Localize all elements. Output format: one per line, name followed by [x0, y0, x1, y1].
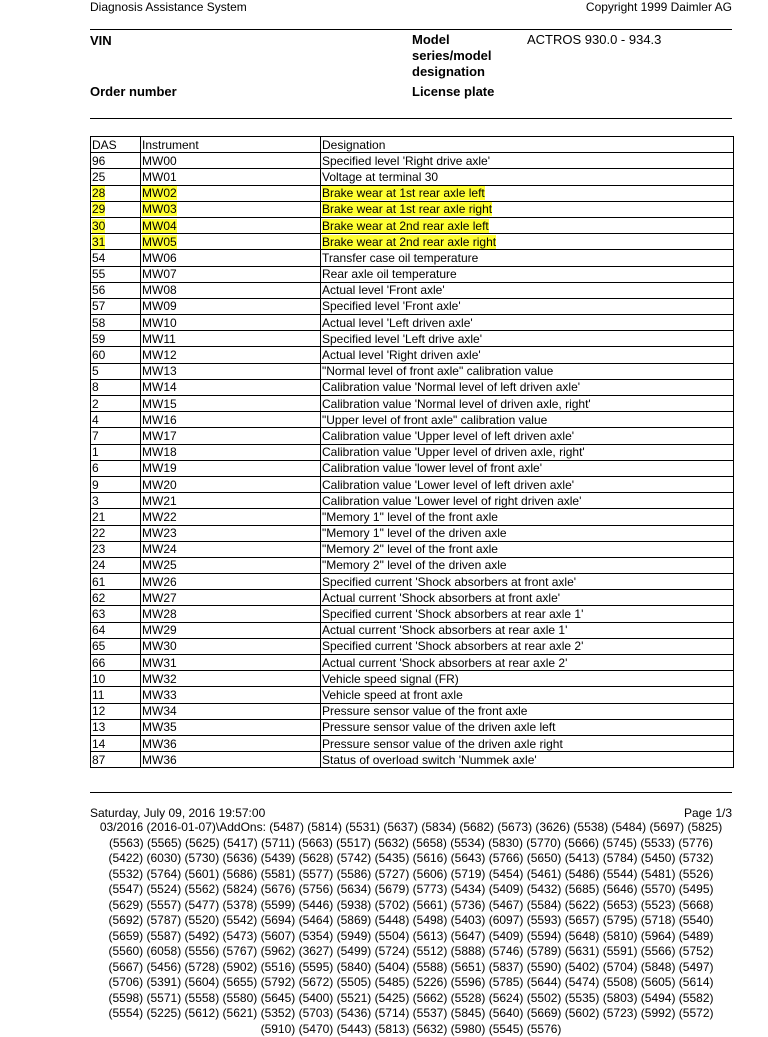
- instrument-cell: [141, 574, 321, 590]
- das-cell-text: 56: [92, 283, 106, 298]
- das-cell-text: 22: [92, 526, 106, 541]
- instrument-cell: [141, 687, 321, 703]
- das-cell-text: 87: [92, 752, 106, 767]
- das-cell-text: 96: [92, 153, 106, 168]
- designation-cell: [321, 185, 734, 201]
- instrument-cell-text: MW00: [142, 153, 177, 168]
- das-cell: [91, 574, 141, 590]
- das-cell-text: 2: [92, 396, 99, 411]
- designation-cell-text: Calibration value 'Lower level of left driven axle': [322, 477, 575, 492]
- instrument-cell-text: MW17: [142, 428, 177, 443]
- designation-cell: [321, 671, 734, 687]
- designation-cell: [321, 169, 734, 185]
- designation-cell: [321, 509, 734, 525]
- table-row: [91, 234, 734, 250]
- table-row: [91, 735, 734, 751]
- das-cell-text: 66: [92, 655, 106, 670]
- das-cell-text: 63: [92, 607, 106, 622]
- instrument-cell-text: MW13: [142, 364, 177, 379]
- das-cell: [91, 298, 141, 314]
- designation-cell-text: Calibration value 'Upper level of driven axle, right': [322, 445, 585, 460]
- header-divider: [90, 29, 732, 30]
- designation-cell-text: Status of overload switch 'Nummek axle': [322, 752, 537, 767]
- instrument-cell: [141, 719, 321, 735]
- table-row: [91, 476, 734, 492]
- instrument-cell: [141, 557, 321, 573]
- info-divider: [90, 118, 732, 119]
- designation-cell-text: Calibration value 'Normal level of left driven axle': [322, 380, 581, 395]
- das-cell-text: 55: [92, 267, 106, 282]
- das-cell: [91, 363, 141, 379]
- designation-cell-text: Rear axle oil temperature: [322, 267, 457, 282]
- designation-cell-text: Brake wear at 2nd rear axle left: [322, 218, 489, 233]
- instrument-cell: [141, 412, 321, 428]
- das-cell-text: 54: [92, 250, 106, 265]
- das-cell-text: 65: [92, 639, 106, 654]
- designation-cell-text: Calibration value 'Normal level of driven axle, right': [322, 396, 591, 411]
- das-cell: [91, 671, 141, 687]
- designation-cell: [321, 266, 734, 282]
- instrument-cell-text: MW09: [142, 299, 177, 314]
- table-row: [91, 169, 734, 185]
- table-row: [91, 331, 734, 347]
- das-cell: [91, 250, 141, 266]
- footer-divider: [90, 792, 732, 793]
- designation-cell: [321, 493, 734, 509]
- instrument-cell: [141, 315, 321, 331]
- designation-cell-text: Pressure sensor value of the driven axle right: [322, 736, 563, 751]
- designation-cell-text: Pressure sensor value of the driven axle left: [322, 720, 556, 735]
- das-cell: [91, 525, 141, 541]
- designation-cell: [321, 638, 734, 654]
- license-plate-label: License plate: [412, 84, 495, 99]
- table-row: [91, 298, 734, 314]
- das-cell-text: 25: [92, 169, 106, 184]
- das-cell: [91, 655, 141, 671]
- das-cell: [91, 444, 141, 460]
- designation-cell-text: "Memory 1" level of the front axle: [322, 509, 498, 524]
- table-row: [91, 201, 734, 217]
- table-row: [91, 606, 734, 622]
- instrument-cell: [141, 671, 321, 687]
- instrument-cell: [141, 606, 321, 622]
- designation-cell-text: Actual current 'Shock absorbers at rear axle 1': [322, 623, 568, 638]
- model-value: ACTROS 930.0 - 934.3: [527, 32, 662, 47]
- instrument-cell: [141, 622, 321, 638]
- instrument-cell: [141, 201, 321, 217]
- das-cell: [91, 687, 141, 703]
- designation-cell: [321, 703, 734, 719]
- instrument-cell-text: MW16: [142, 412, 177, 427]
- das-cell: [91, 509, 141, 525]
- instrument-cell: [141, 638, 321, 654]
- instrument-cell: [141, 266, 321, 282]
- das-cell-text: 57: [92, 299, 106, 314]
- designation-cell-text: Vehicle speed signal (FR): [322, 671, 459, 686]
- instrument-cell: [141, 282, 321, 298]
- table-row: [91, 655, 734, 671]
- instrument-cell-text: MW36: [142, 752, 177, 767]
- instrument-cell: [141, 444, 321, 460]
- table-row: [91, 590, 734, 606]
- instrument-cell-text: MW11: [142, 331, 176, 346]
- das-cell: [91, 719, 141, 735]
- instrument-cell: [141, 735, 321, 751]
- designation-cell: [321, 622, 734, 638]
- instrument-cell-text: MW08: [142, 283, 177, 298]
- designation-cell-text: Specified level 'Right drive axle': [322, 153, 490, 168]
- designation-cell-text: Calibration value 'lower level of front axle': [322, 461, 543, 476]
- table-row: [91, 266, 734, 282]
- col-header-instrument: Instrument: [141, 137, 321, 153]
- table-row: [91, 217, 734, 233]
- designation-cell-text: Specified current 'Shock absorbers at front axle': [322, 574, 577, 589]
- designation-cell-text: Actual current 'Shock absorbers at front axle': [322, 590, 561, 605]
- designation-cell-text: Brake wear at 1st rear axle left: [322, 186, 485, 201]
- instrument-cell-text: MW36: [142, 736, 177, 751]
- instrument-cell-text: MW20: [142, 477, 177, 492]
- copyright: Copyright 1999 Daimler AG: [585, 0, 732, 14]
- instrument-cell-text: MW34: [142, 704, 177, 719]
- instrument-cell: [141, 703, 321, 719]
- instrument-cell-text: MW21: [142, 493, 177, 508]
- table-row: [91, 315, 734, 331]
- designation-cell: [321, 460, 734, 476]
- instrument-cell-text: MW24: [142, 542, 177, 557]
- das-cell-text: 23: [92, 542, 106, 557]
- table-row: [91, 282, 734, 298]
- instrument-cell: [141, 541, 321, 557]
- designation-cell: [321, 590, 734, 606]
- das-cell: [91, 622, 141, 638]
- das-cell-text: 59: [92, 331, 106, 346]
- designation-cell-text: Actual level 'Front axle': [322, 283, 445, 298]
- table-row: [91, 185, 734, 201]
- das-cell-text: 3: [92, 493, 99, 508]
- instrument-cell: [141, 185, 321, 201]
- instrument-cell: [141, 525, 321, 541]
- das-cell: [91, 379, 141, 395]
- table-row: [91, 493, 734, 509]
- table-row: [91, 525, 734, 541]
- designation-cell: [321, 752, 734, 768]
- page-number: Page 1/3: [683, 806, 732, 820]
- das-cell-text: 1: [92, 445, 99, 460]
- instrument-cell-text: MW32: [142, 671, 177, 686]
- col-header-designation: Designation: [321, 137, 734, 153]
- instrument-cell: [141, 509, 321, 525]
- instrument-cell-text: MW02: [142, 186, 177, 201]
- table-row: [91, 428, 734, 444]
- designation-cell-text: Pressure sensor value of the front axle: [322, 704, 528, 719]
- designation-cell: [321, 315, 734, 331]
- instrument-cell: [141, 234, 321, 250]
- designation-cell: [321, 557, 734, 573]
- das-cell-text: 31: [92, 234, 106, 249]
- das-cell-text: 13: [92, 720, 106, 735]
- das-cell-text: 61: [92, 574, 106, 589]
- model-label: Model series/model designation: [412, 32, 492, 79]
- das-cell-text: 4: [92, 412, 99, 427]
- das-cell-text: 10: [92, 671, 106, 686]
- table-row: [91, 541, 734, 557]
- instrument-cell-text: MW29: [142, 623, 177, 638]
- designation-cell: [321, 363, 734, 379]
- designation-cell: [321, 250, 734, 266]
- instrument-cell-text: MW04: [142, 218, 177, 233]
- table-row: [91, 671, 734, 687]
- instrument-cell-text: MW35: [142, 720, 177, 735]
- vin-label: VIN: [90, 33, 112, 48]
- instrument-cell-text: MW06: [142, 250, 177, 265]
- das-cell: [91, 735, 141, 751]
- instrument-cell: [141, 476, 321, 492]
- instrument-cell-text: MW25: [142, 558, 177, 573]
- instrument-cell: [141, 493, 321, 509]
- das-cell: [91, 153, 141, 169]
- designation-cell-text: Specified current 'Shock absorbers at rear axle 1': [322, 607, 584, 622]
- table-row: [91, 509, 734, 525]
- das-cell: [91, 201, 141, 217]
- designation-cell-text: Specified level 'Front axle': [322, 299, 461, 314]
- table-row: [91, 622, 734, 638]
- designation-cell: [321, 201, 734, 217]
- designation-cell-text: Actual level 'Left driven axle': [322, 315, 473, 330]
- designation-cell: [321, 331, 734, 347]
- designation-cell: [321, 687, 734, 703]
- designation-cell-text: Actual current 'Shock absorbers at rear axle 2': [322, 655, 568, 670]
- col-header-das: DAS: [91, 137, 141, 153]
- table-header-row: [91, 137, 734, 153]
- designation-cell: [321, 153, 734, 169]
- measurement-table: [90, 136, 734, 768]
- instrument-cell: [141, 752, 321, 768]
- table-row: [91, 460, 734, 476]
- das-cell: [91, 541, 141, 557]
- das-cell: [91, 557, 141, 573]
- das-cell-text: 5: [92, 364, 99, 379]
- table-row: [91, 444, 734, 460]
- das-cell: [91, 460, 141, 476]
- instrument-cell-text: MW19: [142, 461, 177, 476]
- instrument-cell-text: MW23: [142, 526, 177, 541]
- system-title: Diagnosis Assistance System: [90, 0, 247, 14]
- das-cell: [91, 752, 141, 768]
- das-cell-text: 12: [92, 704, 106, 719]
- table-row: [91, 379, 734, 395]
- table-row: [91, 687, 734, 703]
- das-cell: [91, 282, 141, 298]
- instrument-cell-text: MW30: [142, 639, 177, 654]
- instrument-cell: [141, 363, 321, 379]
- designation-cell-text: Calibration value 'Upper level of left driven axle': [322, 428, 575, 443]
- das-cell-text: 29: [92, 202, 106, 217]
- designation-cell: [321, 541, 734, 557]
- das-cell: [91, 476, 141, 492]
- das-cell-text: 30: [92, 218, 106, 233]
- designation-cell: [321, 217, 734, 233]
- designation-cell-text: Specified current 'Shock absorbers at rear axle 2': [322, 639, 584, 654]
- das-cell-text: 24: [92, 558, 106, 573]
- designation-cell-text: Vehicle speed at front axle: [322, 687, 463, 702]
- das-cell: [91, 331, 141, 347]
- designation-cell: [321, 606, 734, 622]
- das-cell: [91, 234, 141, 250]
- das-cell: [91, 396, 141, 412]
- designation-cell: [321, 298, 734, 314]
- designation-cell-text: "Memory 2" level of the front axle: [322, 542, 498, 557]
- das-cell: [91, 315, 141, 331]
- designation-cell: [321, 396, 734, 412]
- designation-cell: [321, 282, 734, 298]
- designation-cell-text: "Upper level of front axle" calibration value: [322, 412, 548, 427]
- table-row: [91, 153, 734, 169]
- table-row: [91, 363, 734, 379]
- table-row: [91, 719, 734, 735]
- das-cell: [91, 606, 141, 622]
- table-row: [91, 638, 734, 654]
- designation-cell: [321, 347, 734, 363]
- designation-cell-text: Calibration value 'Lower level of right driven axle': [322, 493, 582, 508]
- designation-cell: [321, 234, 734, 250]
- designation-cell-text: Brake wear at 2nd rear axle right: [322, 234, 497, 249]
- designation-cell-text: Voltage at terminal 30: [322, 169, 439, 184]
- instrument-cell: [141, 250, 321, 266]
- das-cell: [91, 169, 141, 185]
- instrument-cell-text: MW10: [142, 315, 177, 330]
- instrument-cell-text: MW01: [142, 169, 177, 184]
- das-cell: [91, 590, 141, 606]
- table-row: [91, 347, 734, 363]
- instrument-cell: [141, 379, 321, 395]
- das-cell-text: 9: [92, 477, 99, 492]
- designation-cell: [321, 444, 734, 460]
- das-cell-text: 60: [92, 348, 106, 363]
- das-cell-text: 7: [92, 428, 99, 443]
- designation-cell-text: "Memory 2" level of the driven axle: [322, 558, 507, 573]
- instrument-cell: [141, 347, 321, 363]
- instrument-cell-text: MW26: [142, 574, 177, 589]
- table-row: [91, 703, 734, 719]
- designation-cell: [321, 574, 734, 590]
- das-cell: [91, 703, 141, 719]
- instrument-cell-text: MW12: [142, 348, 177, 363]
- designation-cell-text: Specified level 'Left drive axle': [322, 331, 483, 346]
- instrument-cell-text: MW14: [142, 380, 177, 395]
- table-row: [91, 752, 734, 768]
- instrument-cell: [141, 331, 321, 347]
- addons-list: 03/2016 (2016-01-07)\AddOns: (5487) (5814) (5531) (5637) (5834) (5682) (5673) (3626) (5538) (5484) (5697) (5825) (5563) (5565) (5625) (5417) (5711) (5663) (5517) (5632) (5658) (5534) (5830) (5770) (5666) (5745) (5533) (5776) (5422) (6030) (5730) (5636) (5439) (5628) (5742) (5435) (5616) (5643) (5766) (5650) (5413) (5784) (5450) (5732) (5532) (5764) (5601) (5686) (5581) (5577) (5586) (5727) (5606) (5719) (5454) (5461) (5486) (5544) (5481) (5526) (5547) (5524) (5562) (5824) (5676) (5756) (5634) (5679) (5773) (5434) (5409) (5432) (5685) (5646) (5570) (5495) (5629) (5557) (5477) (5378) (5599) (5446) (5938) (5702) (5661) (5736) (5467) (5584) (5622) (5653) (5523) (5668) (5692) (5787) (5520) (5542) (5694) (5464) (5869) (5448) (5498) (5403) (6097) (5593) (5657) (5795) (5718) (5540) (5659) (5587) (5492) (5473) (5607) (5354) (5949) (5504) (5613) (5647) (5409) (5594) (5648) (5810) (5964) (5489) (5560) (6058) (5556) (5767) (5962) (3627) (5499) (5724) (5512) (5888) (5746) (5789) (5631) (5591) (5566) (5752) (5667) (5456) (5728) (5902) (5516) (5595) (5840) (5404) (5588) (5651) (5837) (5590) (5402) (5704) (5848) (5497) (5706) (5391) (5604) (5655) (5792) (5672) (5505) (5485) (5226) (5596) (5785) (5644) (5474) (5508) (5605) (5614) (5598) (5571) (5558) (5580) (5645) (5400) (5521) (5425) (5662) (5528) (5624) (5502) (5535) (5803) (5494) (5582) (5554) (5225) (5612) (5621) (5352) (5703) (5436) (5714) (5537) (5845) (5640) (5669) (5602) (5723) (5992) (5572) (5910) (5470) (5443) (5813) (5632) (5980) (5545) (5576): [99, 820, 723, 1036]
- das-cell: [91, 638, 141, 654]
- instrument-cell-text: MW33: [142, 687, 177, 702]
- designation-cell: [321, 379, 734, 395]
- instrument-cell: [141, 428, 321, 444]
- instrument-cell-text: MW18: [142, 445, 177, 460]
- instrument-cell: [141, 217, 321, 233]
- instrument-cell: [141, 396, 321, 412]
- table-row: [91, 412, 734, 428]
- das-cell-text: 21: [92, 509, 106, 524]
- das-cell-text: 11: [92, 687, 105, 702]
- table-row: [91, 250, 734, 266]
- instrument-cell: [141, 655, 321, 671]
- designation-cell-text: "Normal level of front axle" calibration value: [322, 364, 554, 379]
- instrument-cell: [141, 298, 321, 314]
- instrument-cell: [141, 460, 321, 476]
- das-cell-text: 28: [92, 186, 106, 201]
- instrument-cell-text: MW28: [142, 607, 177, 622]
- designation-cell: [321, 412, 734, 428]
- order-number-label: Order number: [90, 84, 177, 99]
- das-cell-text: 62: [92, 590, 106, 605]
- table-row: [91, 574, 734, 590]
- instrument-cell-text: MW27: [142, 590, 177, 605]
- das-cell-text: 8: [92, 380, 99, 395]
- das-cell: [91, 266, 141, 282]
- designation-cell-text: Transfer case oil temperature: [322, 250, 479, 265]
- das-cell: [91, 493, 141, 509]
- table-row: [91, 396, 734, 412]
- designation-cell: [321, 525, 734, 541]
- instrument-cell-text: MW31: [142, 655, 177, 670]
- designation-cell: [321, 655, 734, 671]
- designation-cell: [321, 719, 734, 735]
- instrument-cell-text: MW05: [142, 234, 177, 249]
- designation-cell-text: Actual level 'Right driven axle': [322, 348, 481, 363]
- table-row: [91, 557, 734, 573]
- das-cell-text: 14: [92, 736, 106, 751]
- designation-cell: [321, 428, 734, 444]
- das-cell: [91, 347, 141, 363]
- instrument-cell: [141, 153, 321, 169]
- instrument-cell: [141, 169, 321, 185]
- designation-cell-text: "Memory 1" level of the driven axle: [322, 526, 507, 541]
- designation-cell: [321, 476, 734, 492]
- das-cell: [91, 217, 141, 233]
- designation-cell: [321, 735, 734, 751]
- das-cell: [91, 428, 141, 444]
- instrument-cell-text: MW07: [142, 267, 177, 282]
- instrument-cell-text: MW15: [142, 396, 177, 411]
- instrument-cell: [141, 590, 321, 606]
- print-date: Saturday, July 09, 2016 19:57:00: [90, 806, 266, 820]
- das-cell-text: 6: [92, 461, 99, 476]
- instrument-cell-text: MW03: [142, 202, 177, 217]
- designation-cell-text: Brake wear at 1st rear axle right: [322, 202, 493, 217]
- instrument-cell-text: MW22: [142, 509, 177, 524]
- das-cell-text: 64: [92, 623, 106, 638]
- das-cell: [91, 185, 141, 201]
- das-cell: [91, 412, 141, 428]
- das-cell-text: 58: [92, 315, 106, 330]
